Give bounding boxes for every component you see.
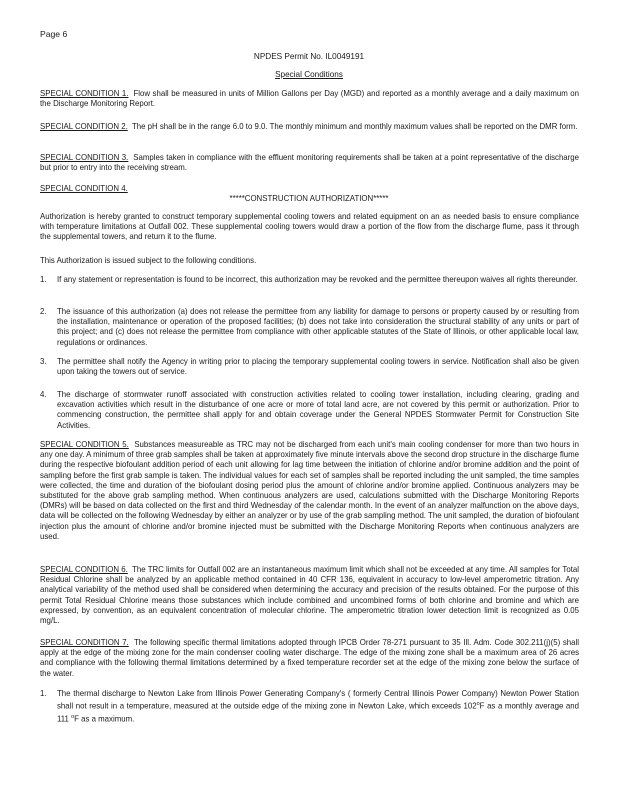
condition-text: The following specific thermal limitations adopted through IPCB Order 78-271 pursuant to 35 Ill. Adm. Code 302.211(j)(5) shall apply at the edge of the mixing zone for the main condenser cooling water discharge. The edge of the mixing zone shall be a maximum area of 26 acres and compliance with the following thermal limitations determined by a fixed temperature recorder set at the edge of the mixing zone below the surface of the water.: [40, 638, 579, 678]
special-condition-3: [40, 153, 579, 173]
condition-label: SPECIAL CONDITION 3.: [40, 153, 129, 162]
section-title: Special Conditions: [275, 70, 343, 79]
thermal-limit-item-1: [40, 689, 579, 725]
construction-authorization-banner: *****CONSTRUCTION AUTHORIZATION*****: [229, 194, 389, 203]
special-condition-4-label: SPECIAL CONDITION 4.: [40, 184, 128, 193]
condition-text: The pH shall be in the range 6.0 to 9.0. The monthly minimum and monthly maximum values shall be reported on the DMR form.: [131, 122, 578, 131]
authorization-item-2: [40, 307, 579, 348]
condition-label: SPECIAL CONDITION 1.: [40, 89, 129, 98]
special-condition-1: [40, 89, 579, 109]
item-text: If any statement or representation is found to be incorrect, this authorization may be revoked and the permittee thereupon waives all rights thereunder.: [57, 275, 578, 284]
item-number: 4.: [40, 390, 47, 399]
thermal-limit-text: The thermal discharge to Newton Lake from Illinois Power Generating Company's ( formerly Central Illinois Power Company) Newton Power Station shall not result in a temperature, measured at the outside edge of the mixing zone in Newton Lake, which exceeds: [57, 689, 579, 711]
special-condition-5: [40, 440, 579, 542]
item-number: 2.: [40, 307, 47, 316]
item-text: The discharge of stormwater runoff associated with construction activities related to cooling tower installation, including clearing, grading and excavation activities which result in the disturbance of one acre or more of total land acre, are not covered by this permit or authorization. Prior to commencing construction, the permittee shall apply for and obtain coverage under the General NPDES Stormwater Permit for Construction Site Activities.: [57, 390, 579, 430]
authorization-subject: This Authorization is issued subject to the following conditions.: [40, 256, 257, 265]
item-number: 3.: [40, 357, 47, 366]
condition-label: SPECIAL CONDITION 7.: [40, 638, 129, 647]
item-text: The issuance of this authorization (a) does not release the permittee from any liability for damage to persons or property caused by or resulting from the installation, maintenance or operation of the proposed facilities; (b) does not take into consideration the structural stability of any units or part of this project; and (c) does not release the permittee from compliance with other applicable statutes of the State of Illinois, or other applicable local law, regulations or ordinances.: [57, 307, 579, 347]
monthly-average-temp: 102: [463, 701, 477, 711]
maximum-temp: 111: [57, 714, 69, 724]
condition-text: Substances measureable as TRC may not be discharged from each unit's main cooling condenser for more than two hours in any one day. A minimum of three grab samples shall be taken at approximately five minute intervals above the second drop structure in the discharge flume during the respective biofoulant addition period of each unit allowing for lag time between the initiation of chlorine and/or bromine addition and the point of sampling before the first grab sample is taken. The individual values for each set of samples shall be reported including the unit sampled, the time samples were collected, the time and duration of the biofoulant dosing period plus the amount of chlorine and/or bromine applied. Continuous analyzers may be substituted for the above grab sampling method. When continuous analyzers are used, calculations submitted with the Discharge Monitoring Reports (DMRs) will be based on data collected on the first and third Wednesday of the calendar month. In the event of an analyzer malfunction on the above days, data will be collected on the following Wednesday by either an analyzer or by use of the grab sampling method. The unit sampled, the duration of biofoulant injection plus the amount of chlorine and/or bromine injected must be submitted with the Discharge Monitoring Reports when continuous analyzers are used.: [40, 440, 579, 541]
condition-text: The TRC limits for Outfall 002 are an instantaneous maximum limit which shall not be exceeded at any time. All samples for Total Residual Chlorine shall be analyzed by an applicable method contained in 40 CFR 136, equivalent in accuracy to low-level amperometric titration. Any analytical variability of the method used shall be considered when determining the accuracy and precision of the results obtained. For the purpose of this permit Total Residual Chlorine means those substances which include combined and uncombined forms of both chlorine and bromine and which are expressed, by convention, as an equivalent concentration of molecular chlorine. The amperometric titration lower detection limit is recognized as 0.05 mg/L.: [40, 565, 580, 626]
degree-symbol: o: [476, 701, 480, 708]
item-text: [57, 689, 579, 725]
special-condition-7: [40, 638, 579, 679]
special-condition-6: [40, 565, 579, 626]
item-text: The permittee shall notify the Agency in writing prior to placing the temporary supplemental cooling towers in service. Notification shall also be given upon taking the towers out of service.: [57, 357, 579, 377]
page-number: Page 6: [40, 29, 68, 39]
authorization-item-4: [40, 390, 579, 431]
item-number: 1.: [40, 689, 47, 698]
item-number: 1.: [40, 275, 47, 284]
special-condition-2: [40, 122, 579, 132]
degree-symbol: o: [71, 714, 75, 721]
condition-text: Samples taken in compliance with the effluent monitoring requirements shall be taken at a point representative of the discharge but prior to entry into the receiving stream.: [40, 153, 580, 173]
authorization-item-1: [40, 275, 579, 285]
authorization-item-3: [40, 357, 579, 377]
monthly-average-unit: F as a monthly average and: [479, 701, 580, 711]
condition-label: SPECIAL CONDITION 2.: [40, 122, 128, 131]
condition-text: Flow shall be measured in units of Million Gallons per Day (MGD) and reported as a monthly average and a daily maximum on the Discharge Monitoring Report.: [40, 89, 579, 109]
permit-number: NPDES Permit No. IL0049191: [253, 52, 365, 61]
maximum-unit: F as a maximum.: [74, 714, 135, 724]
condition-label: SPECIAL CONDITION 6.: [40, 565, 128, 574]
authorization-intro: Authorization is hereby granted to construct temporary supplemental cooling towers and related equipment on an as needed basis to ensure compliance with temperature limitations at Outfall 002. These supplemental cooling towers would draw a portion of the flow from the discharge flume, pass it through the supplemental towers, and return it to the flume.: [40, 212, 579, 242]
condition-label: SPECIAL CONDITION 5.: [40, 440, 129, 449]
